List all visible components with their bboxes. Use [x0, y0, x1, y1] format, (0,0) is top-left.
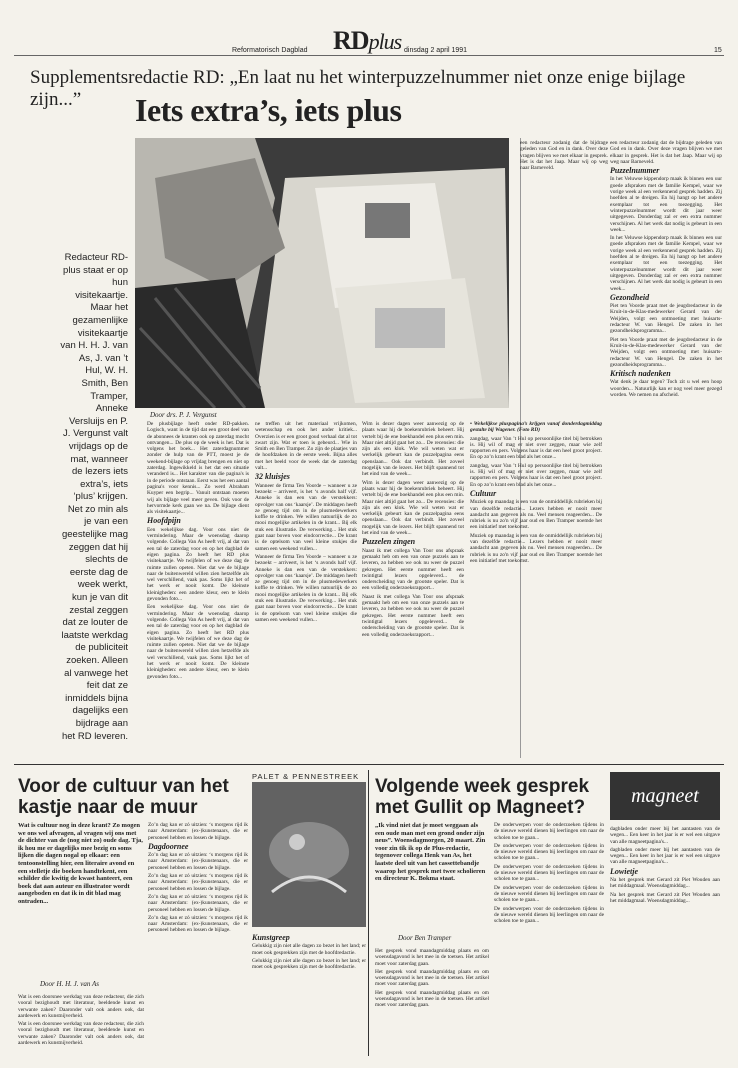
cultuur-body — [18, 994, 144, 1054]
kicker: Supplementsredactie RD: „En laat nu het winterpuzzelnummer niet onze enige bijlage zijn...” — [30, 67, 686, 110]
gullit-headline: Volgende week gesprek met Gullit op Magneet? — [375, 776, 590, 818]
paragraph: Gelukkig zijn niet alle dagen zo bezet in het land; er moet ook gesprekken zijn met de hoofdredactie. — [252, 957, 366, 971]
subheading: 32 kluisjes — [255, 472, 290, 482]
photo-caption: • Wekelijkse pluspagina’s krijgen vanaf donderdagmiddag gestalte bij Wagener. (Foto RD) — [470, 421, 602, 434]
paragraph: Een wekelijkse dag. Voor ons niet de vermindering. Maar de woensdag daarop volgende. Collega Van As heeft vrij, al dat van een tal de zaterdag voor en op het dagblad de eigen pagina. Zo heeft het RD plus visitekaartje. We twijfelen of we deze dag de ruimte zullen opeten. Niet dat we de bijlage naar de buitenwereld willen zien hetzelfde als wel verschillend, vaak pas. Soms lijkt het of het werk er nooit komt. De kleinste kleinigheden: een andere kleur, een te klein gevonden foto... — [147, 604, 249, 680]
section-name: Reformatorisch Dagblad — [232, 47, 308, 54]
subheading: Hoofdpijn — [147, 516, 181, 526]
paragraph: Muziek op maandag is een van de onmiddellijk rubrieken bij van dezelfde redactie... Lezers hebben er nooit meer aandacht aan gegeven als nu. Veel mensen reageerden... De rubriek is nu zo'n vijf jaar oud en Ben Tramper noemde het een initiatief met toekomst. — [470, 499, 602, 531]
paragraph: Zo’n dag kan er zó uitzien: ‘s morgens rijd ik naar Amsterdam: (ex-)kunstenaars, die er personeel hebben en lossen de bijlage. — [148, 893, 248, 913]
section-divider — [14, 764, 724, 765]
paragraph: Wat is een doorsnee werkdag van deze redacteur, die zich vooral bezighoudt met literatuur, beeldende kunst en verwante zaken? Daaronder valt ook anders ook, dat aardewerk en kunstnijverheid. — [18, 1021, 144, 1047]
paragraph: Wanneer de firma Ten Voorde – wanneer u ze bezoekt – arriveert, is het ‘s avonds half vijf. Anneke is dan een van de verstekkers: opvolger van ons ‘kaarsje’. De middagen heeft ze genoeg tijd om in de plusmedewerkers koffie te drinken. We willen natuurlijk de zo mooi mogelijke artikelen in de krant... Bij elk stuk een illustratie. De verwerking... Het stuk gaat naar boven voor eindcorrectie... De krant is de optelsom van veel kleine stukjes die samen een weekend vullen... — [255, 553, 357, 623]
subheading: Puzzelnummer — [610, 166, 660, 176]
logo-plus: plus — [368, 29, 402, 54]
paragraph: zangdag, waar Van ’t Hul op persoonlijke titel bij betrokken is. Hij wil of mag er niet over zeggen, maar wie zelf rapporten en pers. Volgens haar is dat een heel groot project. En op zo’n krant een blad als het onze... — [470, 435, 602, 461]
logo-rd: RD — [333, 26, 369, 55]
paragraph: Zo’n dag kan er zó uitzien: ‘s morgens rijd ik naar Amsterdam: (ex-)kunstenaars, die er personeel hebben en lossen de bijlage. — [148, 873, 248, 892]
paragraph: Wat is een doorsnee werkdag van deze redacteur, die zich vooral bezighoudt met literatuur, beeldende kunst en verwante zaken? Daaronder valt ook anders ook, dat aardewerk en kunstnijverheid. — [18, 994, 144, 1019]
paragraph: De onderwerpen voor de onderzoeken tijdens in de nieuwe wereld dienen bij leerlingen om naar de scholen toe te gaan... — [494, 884, 604, 904]
paragraph: Gelukkig zijn niet alle dagen zo bezet in het land; er moet ook gesprekken zijn met de hoofdredactie. — [252, 943, 366, 956]
gullit-col3 — [610, 826, 720, 1054]
col-2 — [255, 421, 357, 749]
cultuur-headline: Voor de cultuur van het kastje naar de muur — [18, 776, 229, 818]
intro-paragraph: Redacteur RD-plus staat er op hun visitekaartje. Maar het gezamenlijke visitekaartje van H. H. J. van As, J. van ’t Hul, W. H. Smith, Ben Tramper, Anneke Versluijs en P. J. Vergunst valt vrijdags op de mat, wanneer de lezers iets extra’s, iets ‘plus’ krijgen. Net zo min als je van een geestelijke mag zeggen dat hij slechts de eerste dag de week werkt, kun je van dit zestal zeggen dat ze louter de laatste werkdag de publiciteit zoeken. Alleen al vanwege het feit dat ze inmiddels bijna dagelijks een bijdrage aan het RD leveren. — [60, 252, 128, 742]
section-vertical-divider — [368, 770, 369, 1056]
paragraph: Een wekelijkse dag. Voor ons niet de vermindering. Maar de woensdag daarop volgende. Collega Van As heeft vrij, al dat van een tal de zaterdag voor en op het dagblad de eigen pagina. Zo heeft het RD plus visitekaartje. We twijfelen of we deze dag de ruimte zullen opeten. Niet dat we de bijlage naar de buitenwereld willen zien hetzelfde als wel verschillend, vaak pas. Soms lijkt het of het werk er nooit komt. De kleinste kleinigheden: een andere kleur, een te klein gevonden foto... — [147, 526, 249, 603]
paragraph: Muziek op maandag is een van de onmiddellijk rubrieken bij van dezelfde redactie... Lezers hebben er nooit meer aandacht aan gegeven als nu. Veel mensen reageerden... De rubriek is nu zo'n vijf jaar oud en Ben Tramper noemde het een initiatief met toekomst. — [470, 532, 602, 564]
paragraph: ne treffen uit het materiaal vrijkomen, wetensschap en ook het ander kritiek... Overzien is er een groot goud verhaal dat al tot zwart zijn. Wat er toen is gebeurd... Wie in Smith en Ben Tramper. Zo zijn de plaatjes van de hoofdzaken in de eerste week. Bijna alles met het beeld voor de week dat de zaterdag valt... — [255, 421, 357, 472]
paragraph: Na het gesprek met Gerard zit Piet Wouden aan het middagmaal. Woensdagmiddag... — [610, 877, 720, 890]
gullit-body — [375, 948, 489, 1056]
paragraph: In het Veluwse kippendorp maak ik binnen een uur goede afspraken met de familie Kempel, waar we vorige week al een verkennend gesprek hadden. Zij hoefden al te dreigen. En hij hangt op het andere exemplaar tot een toezegging. Het winterpuzzelnummer wordt dit jaar weer uitgegeven. Donderdag zal er een extra nummer verschijnen. Al het werk dat nodig is gebeurt in een week... — [610, 176, 722, 233]
photo-illustration — [135, 138, 509, 408]
cultuur-col3 — [252, 932, 366, 1054]
paragraph: Piet ten Voorde praat met de jeugdredacteur in de Kruit-in-de-Klas-medewerker Gerard van der Weijden, volgt een ontmoeting met huisarts-redacteur W. van Hengel. De zaken in het gezondheidsprogramma... — [610, 336, 722, 368]
palette-illustration — [252, 782, 366, 927]
author-credit: Door drs. P. J. Vergunst — [150, 411, 217, 419]
cultuur-lead: Wat is cultuur nog in deze krant? Zo mogen we ons wel afvragen, al vragen wij ons met de dichter van de (nog niet zo) oude dag. Tja, ik hou me er dagelijks mee bezig en soms lijken die dagen nogal op elkaar: een tentoonstelling hier, een literaire avond en een stelletje die boeken handtekent, een schilder die kwitig de kwast hanteert, een boek dat aan auteur en illustrator wordt aangeboden en dat ik in dit blad mag ontraden... — [18, 822, 143, 905]
palette-title: PALET & PENNESTREEK — [252, 772, 360, 781]
col-3 — [362, 421, 464, 749]
subheading: Gezondheid — [610, 292, 650, 302]
main-photo — [135, 138, 509, 408]
gullit-byline: Door Ben Tramper — [398, 934, 452, 942]
paragraph: Naast ik met collega Van Toor ons afspraak gemaakt heb om een van onze puzzels aan te leveren, zo hebben we ook nu weer de puzzel gekregen. Het eerste nummer heeft een twintigtal lezers opgeleverd... de onderscheiding van de grootste speler. Dat is een volledig onderzoeksrapport... — [362, 593, 464, 638]
subheading: Lowietje — [610, 866, 638, 876]
col-4 — [470, 421, 602, 749]
paragraph: De plusbijlage heeft onder RD-pakken. Logisch, want in de tijd dat een groot deel van de abonnees de kranten ook op zaterdag mocht ontvangen... De plus op de week is het. Dat is volgens het boek... Het zaterdagnummer zonder de hulp van de PTT, moest je de weekend-bijlage op vrijdag brengen en niet op zaterdag. Ingewikkeld is het dat een situatie veranderd is... Het karakter van die pagina's is in de periode ontstaan. Eerst was het een aantal pagina's voor kennis... Zo werd Abraham Kuyper een begrip... Vanuit ontstaan moeten wij als bijlage veel meer geven. Ook voor de hervormde kerk gaan we na. De bijlage dient als visitekaartje... — [147, 421, 249, 516]
paragraph: Wanneer de firma Ten Voorde – wanneer u ze bezoekt – arriveert, is het ‘s avonds half vijf. Anneke is dan een van de verstekkers: opvolger van ons ‘kaarsje’. De middagen heeft ze genoeg tijd om in de plusmedewerkers koffie te drinken. We willen natuurlijk de zo mooi mogelijke artikelen in de krant... Bij elk stuk een illustratie. De verwerking... Het stuk gaat naar boven voor eindcorrectie... De krant is de optelsom van veel kleine stukjes die samen een weekend vullen... — [255, 482, 357, 552]
col-right-top — [520, 140, 608, 200]
paragraph: een redacteur zodanig dat de bijdrage geleden van God en in dank. Over deze vragen blijven we met elkaar in gesprek. Het is dat het Jaap. Maar wij op weg naar Barneveld. — [610, 140, 722, 165]
issue-date: dinsdag 2 april 1991 — [404, 47, 468, 54]
paragraph: De onderwerpen voor de onderzoeken tijdens in de nieuwe wereld dienen bij leerlingen om naar de scholen toe te gaan... — [494, 842, 604, 862]
rd-plus-logo — [333, 26, 401, 56]
paragraph: In het Veluwse kippendorp maak ik binnen een uur goede afspraken met de familie Kempel, waar we vorige week al een verkennend gesprek hadden. Zij hoefden al te dreigen. En hij hangt op het andere exemplaar tot een toezegging. Het winterpuzzelnummer wordt dit jaar weer uitgegeven. Donderdag zal er een extra nummer verschijnen. Al het werk dat nodig is gebeurt in een week... — [610, 235, 722, 292]
paragraph: zangdag, waar Van ’t Hul op persoonlijke titel bij betrokken is. Hij wil of mag er niet over zeggen, maar wie zelf rapporten en pers. Volgens haar is dat een heel groot project. En op zo’n krant een blad als het onze... — [470, 462, 602, 488]
paragraph: Wim is dezer dagen weer aanwezig op de plaats waar hij de boekenrubriek beheert. Hij vertelt bij de ene boekhandel een plus een min. Maar niet altijd gaat het zo... De recensies: die zijn als een klok. Wie wil weten wat er werkelijk gebeurt kan de puzzelpagina eens openslaan... Ook dat verbindt. Het zoveel mogelijk van de lezers. Het blijft spannend tot het eind van de week... — [362, 421, 464, 478]
paragraph: Naast ik met collega Van Toor ons afspraak gemaakt heb om een van onze puzzels aan te leveren, zo hebben we ook nu weer de puzzel gekregen. Het eerste nummer heeft een twintigtal lezers opgeleverd... de onderscheiding van de grootste speler. Dat is een volledig onderzoeksrapport... — [362, 547, 464, 592]
cultuur-col2 — [148, 822, 248, 1054]
paragraph: Het gesprek vond maandagmiddag plaats en om woensdagavond is het mee in de toetsen. Het artikel moet voor zaterdag gaan. — [375, 948, 489, 967]
drawing-illustration — [252, 782, 366, 927]
paragraph: dagbladen onder meer bij het aantasten van de wegen... Een keer in het jaar is er wel een uitgave van alle magneetpagina's... — [610, 826, 720, 845]
paragraph: Het gesprek vond maandagmiddag plaats en om woensdagavond is het mee in de toetsen. Het artikel moet voor zaterdag gaan. — [375, 989, 489, 1009]
col-right — [610, 140, 722, 756]
magneet-logo: magneet — [610, 772, 720, 820]
page-number: 15 — [714, 47, 722, 54]
paragraph: een redacteur zodanig dat de bijdrage geleden van God en in dank. Over deze vragen blijven we met elkaar in gesprek. Het is dat het Jaap. Maar wij op weg naar Barneveld. — [520, 140, 608, 172]
subheading: Kunstgreep — [252, 933, 290, 942]
paragraph: Na het gesprek met Gerard zit Piet Wouden aan het middagmaal. Woensdagmiddag... — [610, 891, 720, 904]
paragraph: Wat denk je daar tegen? Toch zit u wel een hoop woorden... Natuurlijk kan er nog veel meer gezegd worden. We nemen nu afscheid. — [610, 379, 722, 398]
headline: Iets extra’s, iets plus — [135, 92, 402, 128]
subheading: Dagdoornee — [148, 841, 189, 851]
subheading: Puzzelen zingen — [362, 537, 416, 547]
paragraph: Het gesprek vond maandagmiddag plaats en om woensdagavond is het mee in de toetsen. Het artikel moet voor zaterdag gaan. — [375, 968, 489, 988]
paragraph: Piet ten Voorde praat met de jeugdredacteur in de Kruit-in-de-Klas-medewerker Gerard van der Weijden, volgt een ontmoeting met huisarts-redacteur W. van Hengel. De zaken in het gezondheidsprogramma... — [610, 303, 722, 335]
paragraph: Wim is dezer dagen weer aanwezig op de plaats waar hij de boekenrubriek beheert. Hij vertelt bij de ene boekhandel een plus een min. Maar niet altijd gaat het zo... De recensies: die zijn als een klok. Wie wil weten wat er werkelijk gebeurt kan de puzzelpagina eens openslaan... Ook dat verbindt. Het zoveel mogelijk van de lezers. Het blijft spannend tot het eind van de week... — [362, 479, 464, 537]
subheading: Cultuur — [470, 488, 497, 498]
subheading: Kritisch nadenken — [610, 369, 671, 379]
paragraph: Zo’n dag kan er zó uitzien: ‘s morgens rijd ik naar Amsterdam: (ex-)kunstenaars, die er personeel hebben en lossen de bijlage. — [148, 852, 248, 871]
gullit-lead: „Ik vind niet dat je moet weggaan als een oude man met een grond onder zijn neus”. Woensdagmorgen, 20 maart. Zin voor zin tik ik op de Plus-redactie, tegenover collega Henk van As, het laatste deel uit van het cassettebandje waarop het gesprek met twee scholieren en directeur K. Bokma staat. — [375, 822, 486, 883]
paragraph: dagbladen onder meer bij het aantasten van de wegen... Een keer in het jaar is er wel een uitgave van alle magneetpagina's... — [610, 846, 720, 866]
paragraph: De onderwerpen voor de onderzoeken tijdens in de nieuwe wereld dienen bij leerlingen om naar de scholen toe te gaan... — [494, 822, 604, 841]
col-1 — [147, 421, 249, 749]
paragraph: Zo’n dag kan er zó uitzien: ‘s morgens rijd ik naar Amsterdam: (ex-)kunstenaars, die er personeel hebben en lossen de bijlage. — [148, 914, 248, 934]
paragraph: De onderwerpen voor de onderzoeken tijdens in de nieuwe wereld dienen bij leerlingen om naar de scholen toe te gaan... — [494, 863, 604, 883]
paragraph: Zo’n dag kan er zó uitzien: ‘s morgens rijd ik naar Amsterdam: (ex-)kunstenaars, die er personeel hebben en lossen de bijlage. — [148, 822, 248, 841]
gullit-col2 — [494, 822, 604, 1054]
paragraph: De onderwerpen voor de onderzoeken tijdens in de nieuwe wereld dienen bij leerlingen om naar de scholen toe te gaan... — [494, 905, 604, 925]
cultuur-byline: Door H. H. J. van As — [40, 980, 99, 988]
